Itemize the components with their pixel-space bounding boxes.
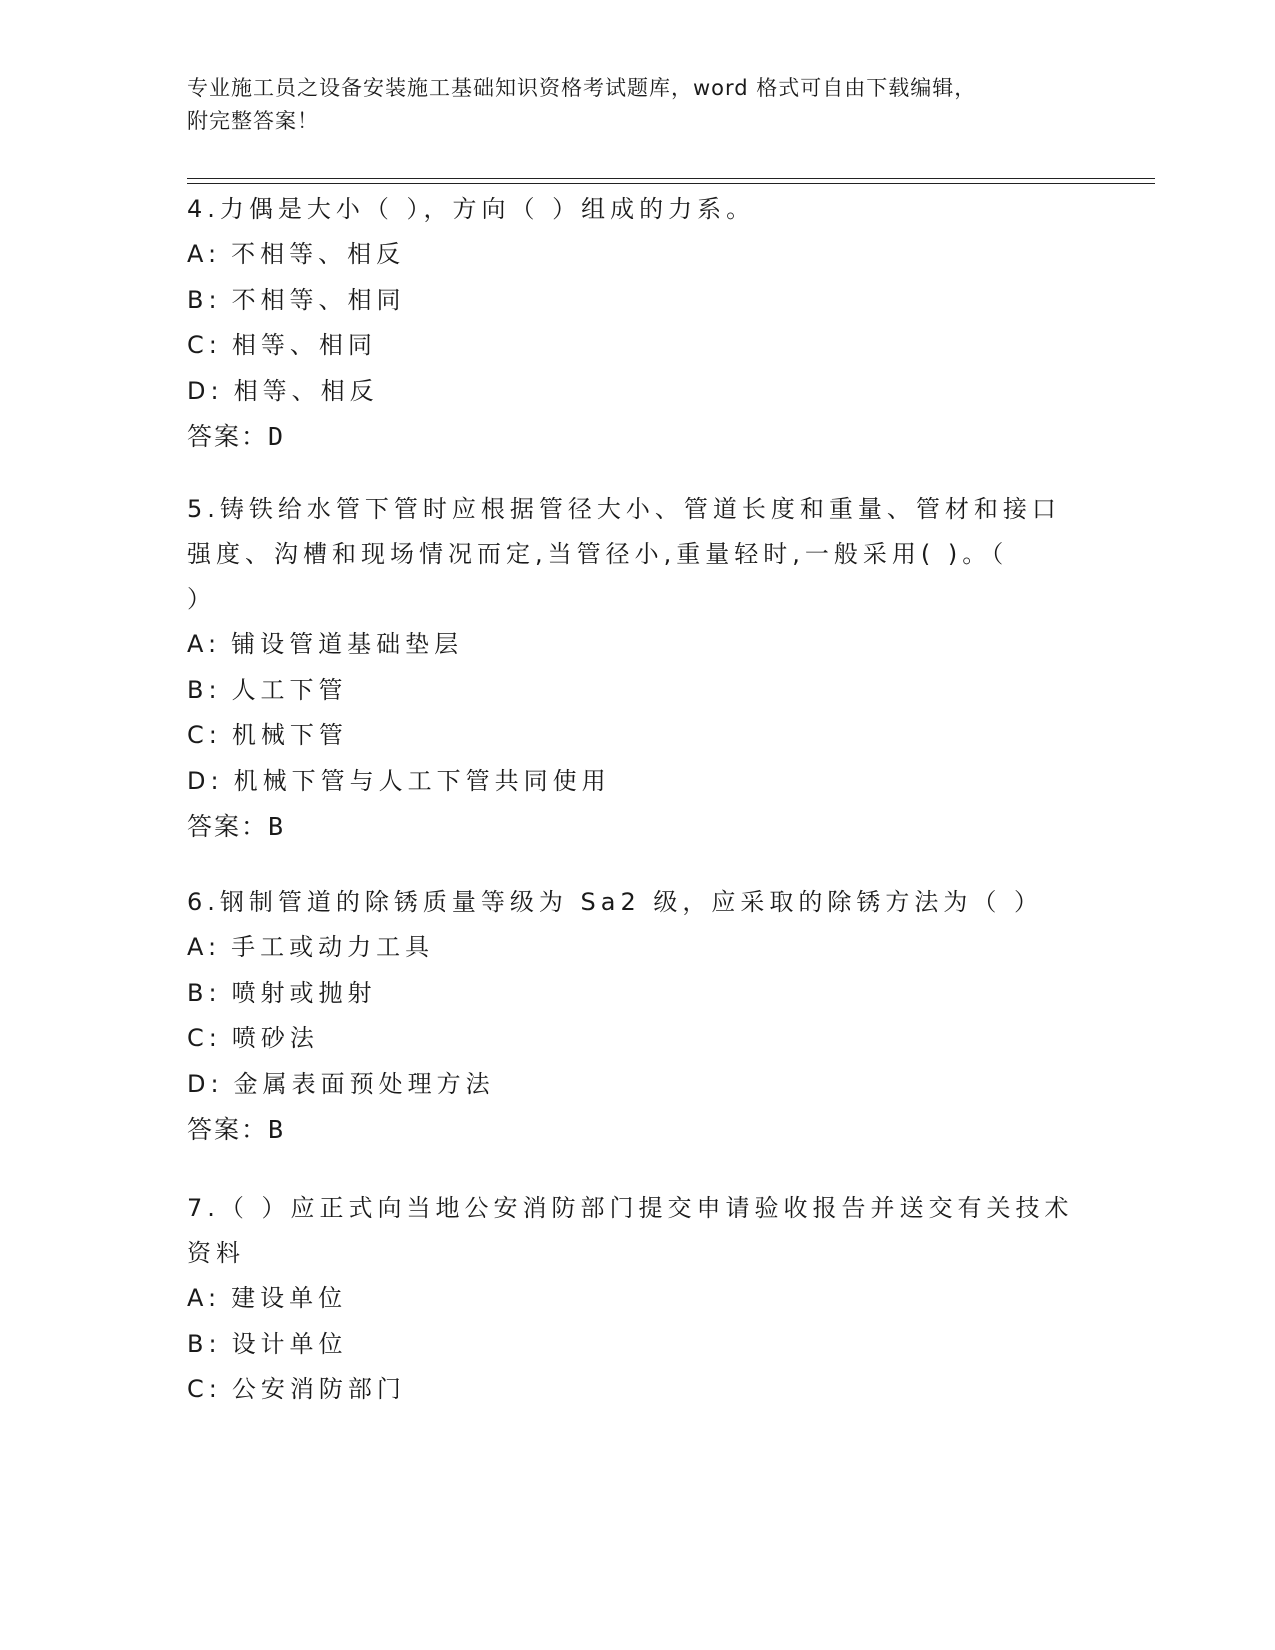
question-stem-line-1: 5.铸铁给水管下管时应根据管径大小、管道长度和重量、管材和接口 [187, 495, 1061, 523]
question-4 [187, 187, 1087, 460]
question-stem-line-2: 资料 [187, 1239, 245, 1267]
option-text: 机械下管与人工下管共同使用 [233, 766, 611, 795]
option-a [187, 1276, 1087, 1322]
option-text: 喷砂法 [231, 1024, 319, 1052]
question-stem-line-3: ） [187, 585, 216, 613]
question-stem-line-2: 强度、沟槽和现场情况而定,当管径小,重量轻时,一般采用( )。（ [187, 540, 1009, 568]
answer-label: 答案： [187, 812, 269, 841]
option-c [187, 1367, 1087, 1413]
answer-line [187, 414, 1087, 460]
option-letter: A: [187, 630, 222, 658]
option-b [187, 1322, 1087, 1368]
option-text: 手工或动力工具 [231, 933, 435, 961]
option-letter: C: [187, 331, 222, 359]
option-a [187, 622, 1087, 668]
option-text: 建设单位 [231, 1284, 348, 1312]
question-stem: 6.钢制管道的除锈质量等级为 Sa2 级，应采取的除锈方法为（ ） [187, 888, 1043, 916]
answer-line [187, 804, 1087, 850]
answer-value: B [268, 1115, 286, 1144]
option-letter: A: [187, 1284, 222, 1312]
option-letter: C: [187, 1375, 222, 1403]
question-stem-line-1: 7.（ ）应正式向当地公安消防部门提交申请验收报告并送交有关技术 [187, 1194, 1074, 1222]
answer-line [187, 1107, 1087, 1153]
option-text: 机械下管 [231, 721, 348, 749]
option-text: 不相等、相同 [231, 285, 406, 314]
option-d [187, 1062, 1087, 1108]
option-a [187, 232, 1087, 278]
option-b [187, 668, 1087, 714]
option-a [187, 925, 1087, 971]
header-divider-top [187, 178, 1155, 179]
option-letter: D: [187, 1069, 224, 1098]
option-text: 人工下管 [231, 675, 348, 704]
option-letter: B: [187, 285, 222, 314]
document-header [187, 72, 1067, 138]
answer-value: B [268, 812, 286, 841]
option-letter: A: [187, 933, 222, 961]
option-text: 公安消防部门 [231, 1375, 406, 1403]
option-letter: D: [187, 376, 224, 405]
header-title-line-2: 附完整答案！ [187, 109, 319, 133]
option-c [187, 1016, 1087, 1062]
option-text: 不相等、相反 [231, 240, 406, 268]
option-text: 相等、相反 [233, 376, 379, 405]
option-letter: B: [187, 1329, 222, 1358]
header-divider-bottom [187, 183, 1155, 184]
answer-label: 答案： [187, 1115, 269, 1144]
option-c [187, 713, 1087, 759]
question-5 [187, 487, 1087, 850]
option-text: 喷射或抛射 [231, 978, 377, 1007]
option-b [187, 278, 1087, 324]
option-letter: C: [187, 1024, 222, 1052]
option-letter: B: [187, 978, 222, 1007]
question-6 [187, 880, 1087, 1153]
option-d [187, 369, 1087, 415]
question-7 [187, 1186, 1087, 1413]
option-c [187, 323, 1087, 369]
option-text: 金属表面预处理方法 [233, 1069, 495, 1098]
option-d [187, 759, 1087, 805]
option-b [187, 971, 1087, 1017]
option-letter: A: [187, 240, 222, 268]
header-title-line-1: 专业施工员之设备安装施工基础知识资格考试题库，word 格式可自由下载编辑， [187, 76, 977, 100]
option-text: 铺设管道基础垫层 [231, 630, 464, 658]
option-letter: D: [187, 766, 224, 795]
option-text: 设计单位 [231, 1329, 348, 1358]
answer-label: 答案： [187, 422, 269, 451]
option-letter: C: [187, 721, 222, 749]
answer-value: D [268, 422, 286, 451]
option-letter: B: [187, 675, 222, 704]
option-text: 相等、相同 [231, 331, 377, 359]
question-stem: 4.力偶是大小（ ），方向（ ）组成的力系。 [187, 195, 756, 223]
